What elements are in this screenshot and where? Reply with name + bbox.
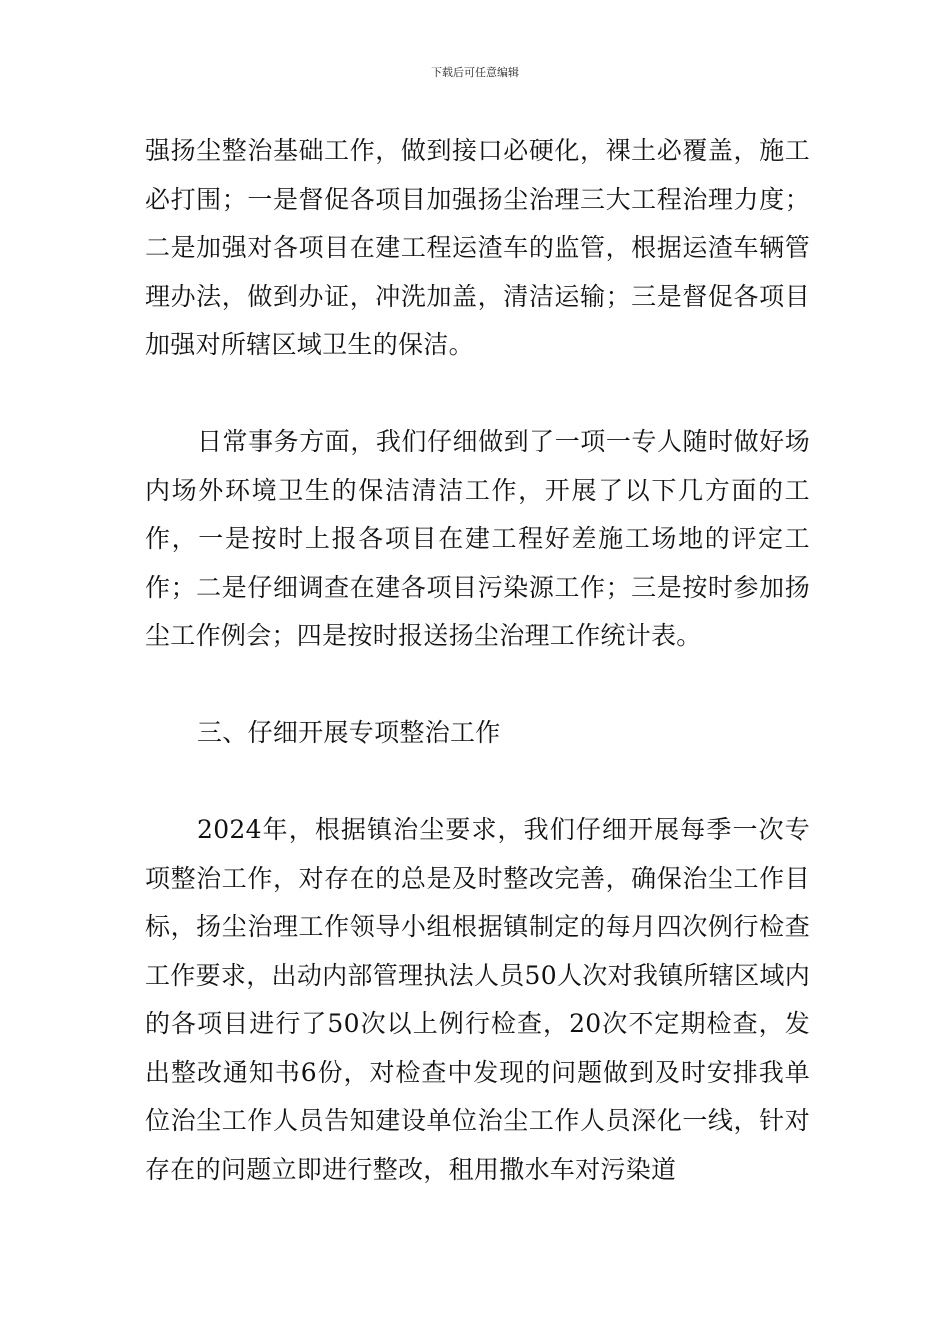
paragraph-special-rectification: 2024年，根据镇治尘要求，我们仔细开展每季一次专项整治工作，对存在的总是及时整改完善，确保治尘工作目标，扬尘治理工作领导小组根据镇制定的每月四次例行检查工作要求，出动内部管理执法人员50人次对我镇所辖区域内的各项目进行了50次以上例行检查，20次不定期检查，发出整改通知书6份，对检查中发现的问题做到及时安排我单位治尘工作人员告知建设单位治尘工作人员深化一线，针对存在的问题立即进行整改，租用撒水车对污染道 xyxy=(145,815,810,1184)
paragraph-dust-control: 强扬尘整治基础工作，做到接口必硬化，裸土必覆盖，施工必打围；一是督促各项目加强扬尘治理三大工程治理力度；二是加强对各项目在建工程运渣车的监管，根据运渣车辆管理办法，做到办证，冲洗加盖，清洁运输；三是督促各项目加强对所辖区域卫生的保洁。 xyxy=(145,136,810,359)
paragraph-daily-affairs: 日常事务方面，我们仔细做到了一项一专人随时做好场内场外环境卫生的保洁清洁工作，开展了以下几方面的工作，一是按时上报各项目在建工程好差施工场地的评定工作；二是仔细调查在建各项目污染源工作；三是按时参加扬尘工作例会；四是按时报送扬尘治理工作统计表。 xyxy=(145,427,810,650)
section-heading: 三、仔细开展专项整治工作 xyxy=(197,718,501,747)
paragraph-spacer xyxy=(145,661,810,710)
paragraph-spacer xyxy=(145,370,810,419)
page-header: 下载后可任意编辑 xyxy=(431,66,519,79)
document-body xyxy=(145,127,810,1194)
paragraph-spacer xyxy=(145,758,810,807)
